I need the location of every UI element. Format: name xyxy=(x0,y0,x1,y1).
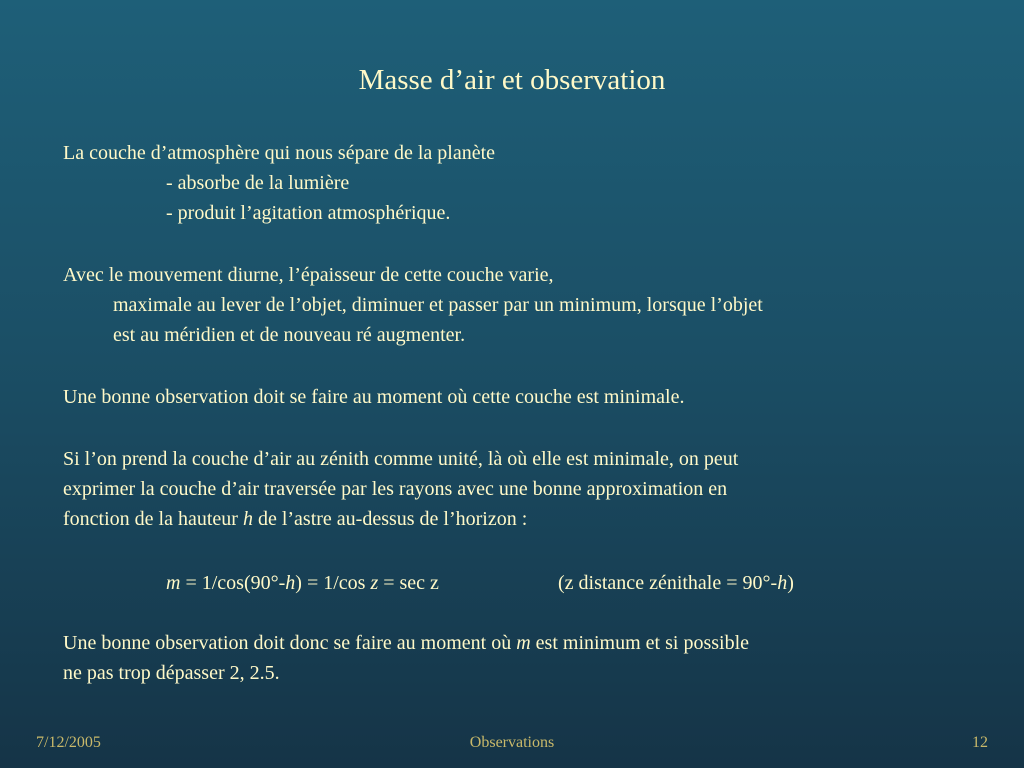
formula-eq1: = 1/cos(90°- xyxy=(180,572,286,594)
p4-line-3-before: fonction de la hauteur xyxy=(63,508,243,530)
p4-line-3 xyxy=(63,504,527,534)
p4-line-1: Si l’on prend la couche d’air au zénith comme unité, là où elle est minimale, on peut xyxy=(63,448,739,470)
p5-line-1-after: est minimum et si possible xyxy=(530,632,750,654)
formula-eq3: = sec z xyxy=(378,572,439,594)
p1-item-1: - absorbe de la lumière xyxy=(166,172,350,194)
formula-h2: h xyxy=(777,572,788,594)
formula-note-before: (z distance zénithale = 90°- xyxy=(558,572,778,594)
formula-h1: h xyxy=(285,572,296,594)
p5-line-1 xyxy=(63,628,749,658)
airmass-formula xyxy=(166,568,439,598)
p3-line-1: Une bonne observation doit se faire au moment où cette couche est minimale. xyxy=(63,386,685,408)
p4-line-3-after: de l’astre au-dessus de l’horizon : xyxy=(252,508,528,530)
formula-m: m xyxy=(166,572,181,594)
footer-page-number: 12 xyxy=(972,734,988,751)
p5-line-2: ne pas trop dépasser 2, 2.5. xyxy=(63,662,280,684)
p1-item-2: - produit l’agitation atmosphérique. xyxy=(166,202,451,224)
formula-z: z xyxy=(370,572,379,594)
formula-note-after: ) xyxy=(787,572,794,594)
p5-line-1-before: Une bonne observation doit donc se faire au moment où xyxy=(63,632,517,654)
p2-line-3: est au méridien et de nouveau ré augmenter. xyxy=(113,324,466,346)
p1-intro: La couche d’atmosphère qui nous sépare de la planète xyxy=(63,142,496,164)
p4-var-h: h xyxy=(242,508,253,530)
formula-eq2: ) = 1/cos xyxy=(295,572,371,594)
formula-note xyxy=(558,568,794,598)
p5-var-m: m xyxy=(516,632,531,654)
footer-date: 7/12/2005 xyxy=(36,734,101,751)
p4-line-2: exprimer la couche d’air traversée par les rayons avec une bonne approximation en xyxy=(63,478,728,500)
slide-title: Masse d’air et observation xyxy=(358,64,666,96)
p2-line-1: Avec le mouvement diurne, l’épaisseur de cette couche varie, xyxy=(63,264,554,286)
footer-title: Observations xyxy=(469,734,555,751)
p2-line-2: maximale au lever de l’objet, diminuer et passer par un minimum, lorsque l’objet xyxy=(113,294,763,316)
